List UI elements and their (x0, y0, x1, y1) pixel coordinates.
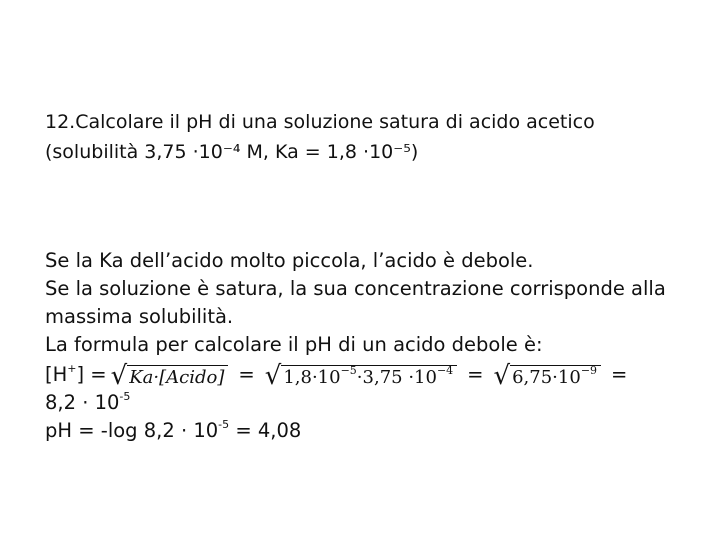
solution-line-7 (45, 417, 695, 445)
equals-sign-2: = (467, 363, 484, 386)
solution-line-6 (45, 389, 695, 417)
radicand-product (510, 365, 601, 389)
formula-lhs-equals: ] = (76, 363, 107, 386)
ph-formula (45, 359, 695, 389)
sqrt-ka-acido (111, 363, 229, 389)
h-concentration-exponent: -5 (119, 389, 131, 403)
radicand-solubility-exponent: −4 (436, 364, 454, 377)
ph-calculation-exponent: -5 (218, 417, 230, 431)
sqrt-numeric (265, 363, 457, 389)
radicand-ka-acido: Ka·[Acido] (127, 365, 228, 389)
radicand-ka-value: 1,8·10 (283, 367, 341, 388)
exercise-title (45, 107, 595, 167)
solution-line-3: massima solubilità. (45, 305, 234, 328)
solution-text (45, 247, 695, 445)
sqrt-product (494, 363, 602, 389)
formula-lhs-charge: + (67, 361, 77, 375)
title-line-2: (solubilità 3,75 ·10⁻⁴ M, Ka = 1,8 ·10⁻⁵) (45, 141, 419, 163)
formula-lhs-bracket: [H (45, 363, 68, 386)
radicand-solubility-value: ·3,75 ·10 (356, 367, 437, 388)
sqrt-icon: √ (264, 361, 282, 391)
equals-sign-3: = (611, 363, 628, 386)
formula-lhs (45, 361, 107, 389)
radicand-ka-exponent: −5 (340, 364, 357, 377)
solution-line-2: Se la soluzione è satura, la sua concentrazione corrisponde alla (45, 277, 666, 300)
ph-result: = 4,08 (229, 419, 302, 442)
solution-line-1: Se la Ka dell’acido molto piccola, l’acido è debole. (45, 249, 534, 272)
radicand-product-value: 6,75·10 (512, 367, 581, 388)
ph-calculation: pH = -log 8,2 · 10 (45, 419, 219, 442)
h-concentration-value: 8,2 · 10 (45, 391, 120, 414)
equals-sign-1: = (238, 363, 255, 386)
solution-line-4: La formula per calcolare il pH di un acido debole è: (45, 333, 543, 356)
title-line-1: 12.Calcolare il pH di una soluzione satura di acido acetico (45, 111, 595, 133)
sqrt-icon: √ (110, 361, 128, 391)
radicand-numeric (281, 365, 457, 389)
radicand-product-exponent: −9 (580, 364, 598, 377)
sqrt-icon: √ (493, 361, 511, 391)
